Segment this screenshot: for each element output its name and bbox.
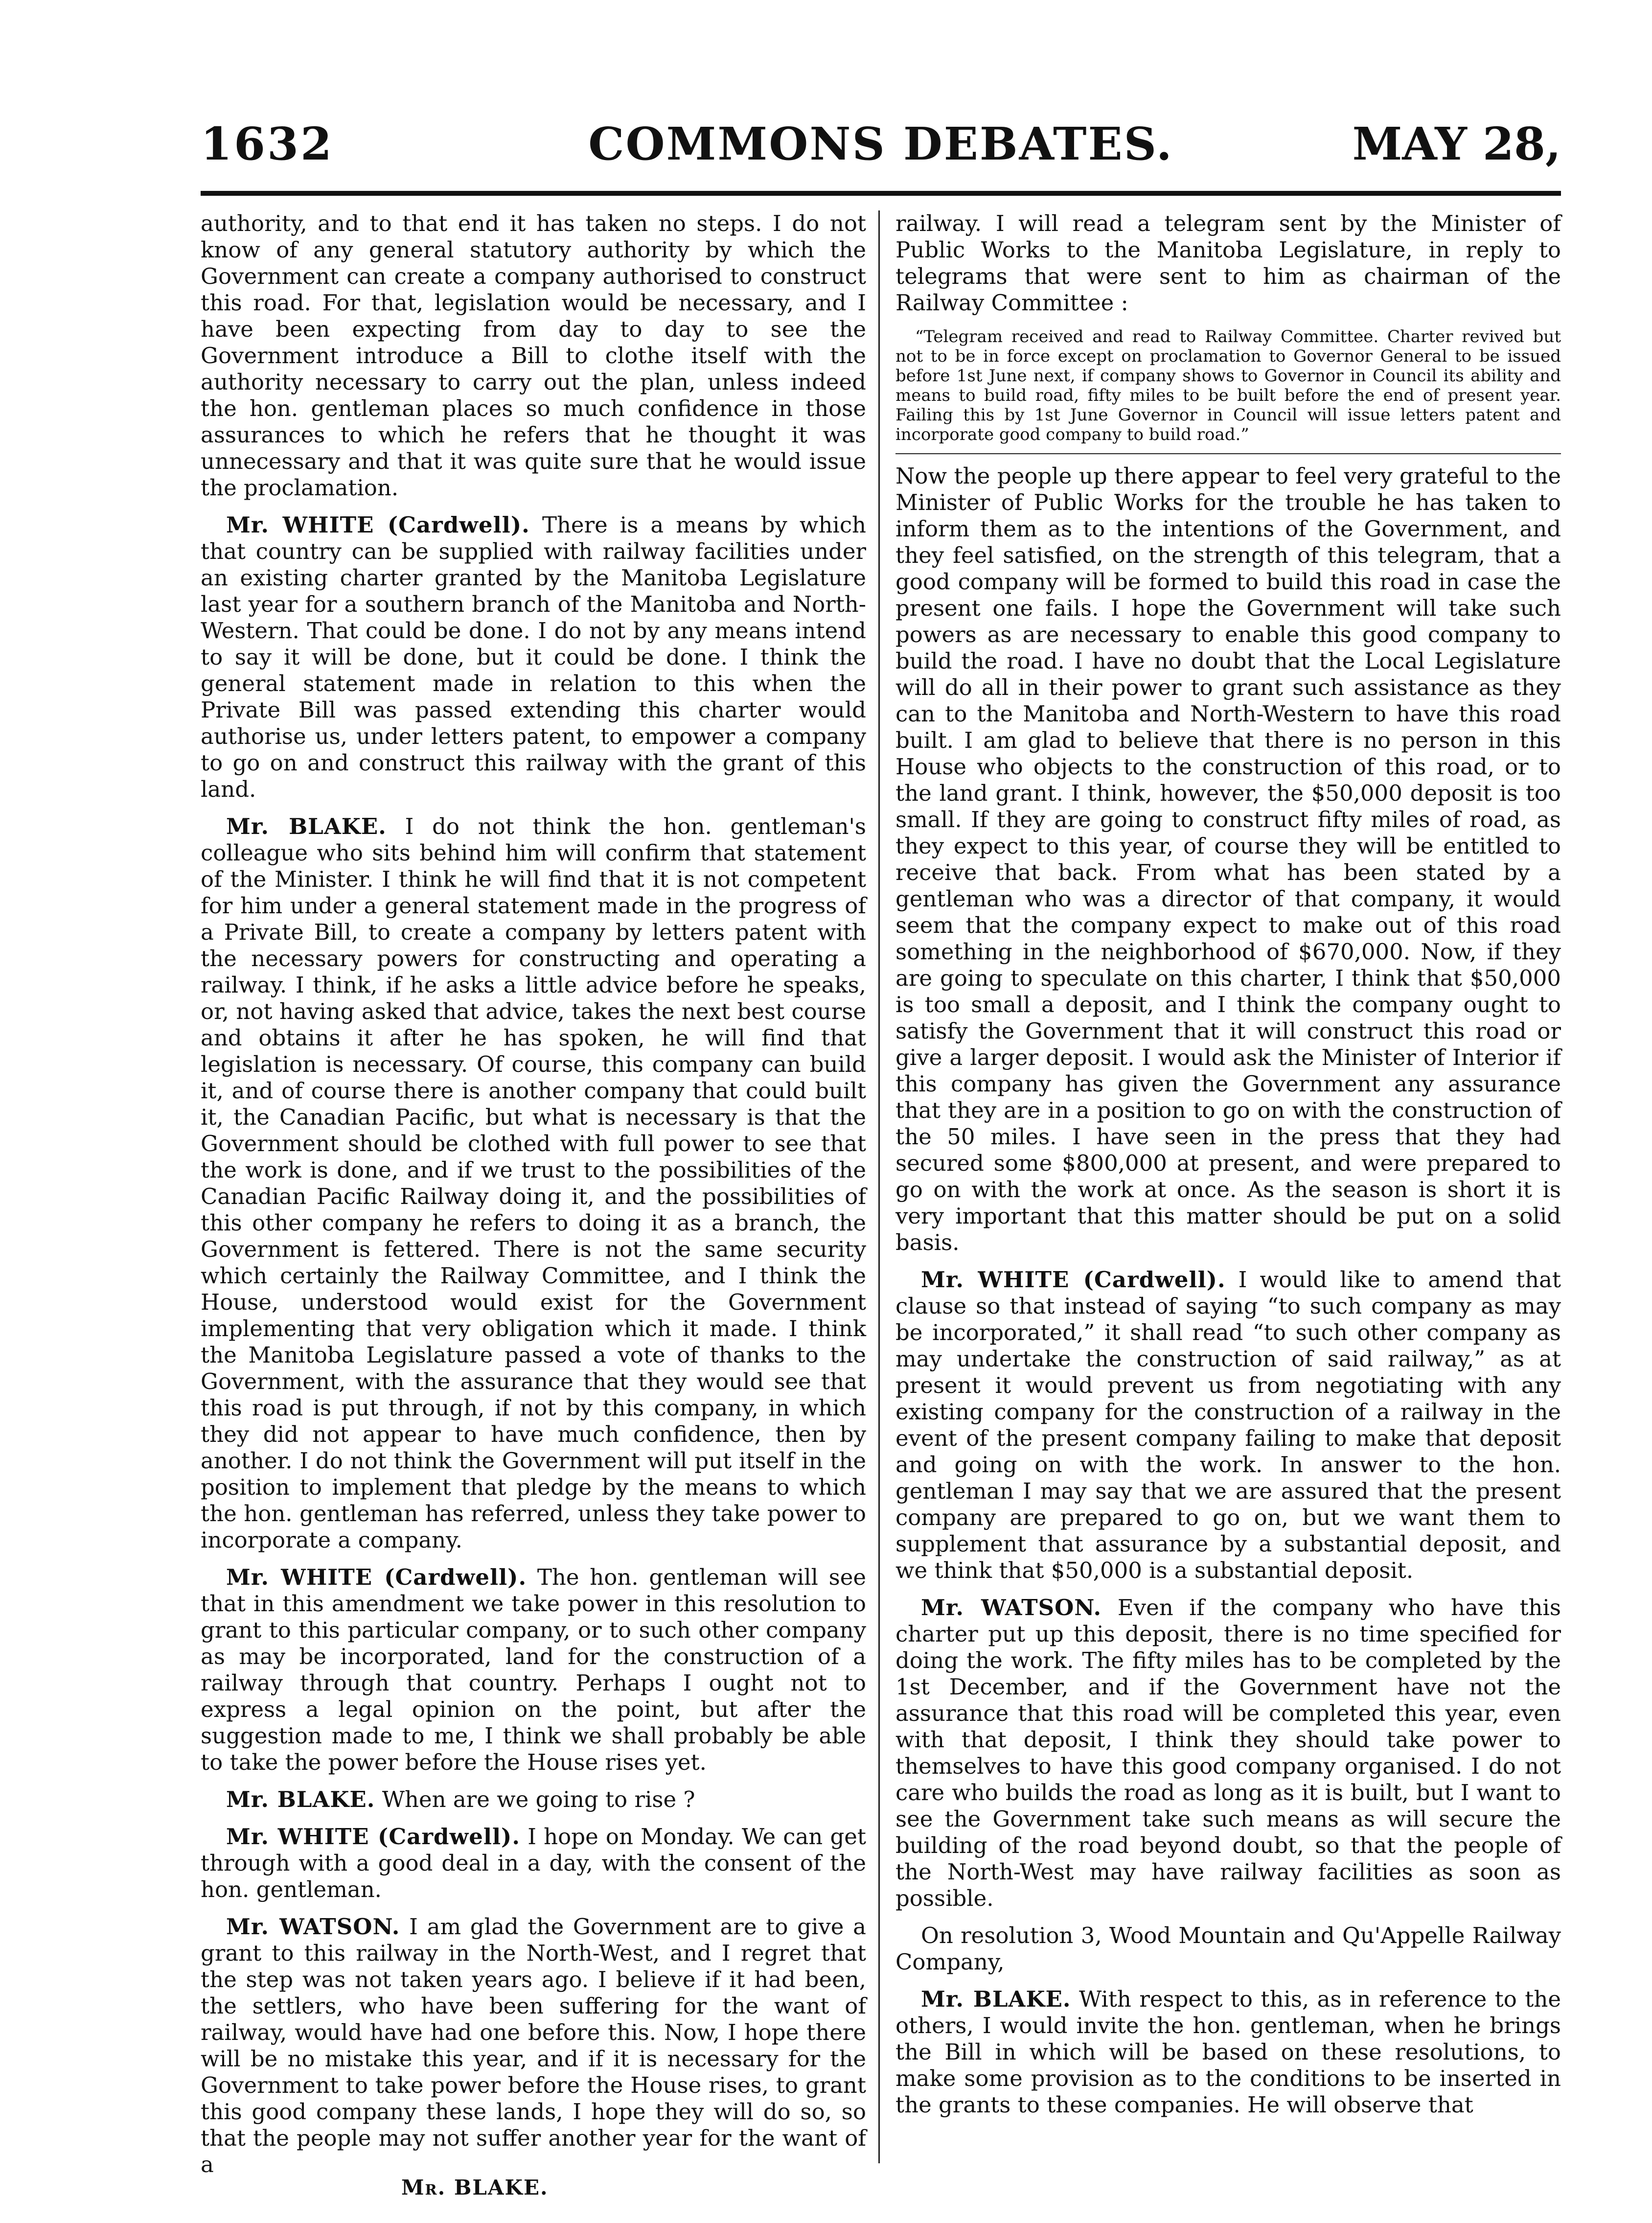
page-date: MAY 28, [1352,117,1561,170]
header-rule [201,191,1561,196]
speaker-name: Mr. WHITE (Cardwell). [226,512,530,538]
paragraph-text: Even if the company who have this charter put up this deposit, there is no time specified for doing the work. The fifty miles has to be completed by the 1st December, and if the Government have not the assurance that this road will be completed this year, even with that deposit, I think they should take power to themselves to have this good company organised. I do not care who builds the road as long as it is built, but I want to see the Government take such means as will secure the building of the road beyond doubt, so that the people of the North-West may have railway facilities as soon as possible. [895,1595,1561,1911]
paragraph [201,1914,866,2178]
paragraph [895,1922,1561,1975]
catchword: Mr. BLAKE. [401,2176,549,2200]
paragraph [201,1564,866,1776]
speaker-name: Mr. BLAKE. [226,813,387,839]
paragraph-text: When are we going to rise ? [382,1786,695,1812]
speaker-name: Mr. BLAKE. [921,1986,1071,2012]
paragraph [201,813,866,1553]
paragraph-text: The hon. gentleman will see that in this amendment we take power in this resolution to grant to this particular company, or to such other company as may be incorporated, land for the construction of a railway through that country. Perhaps I ought not to express a legal opinion on the point, but after the suggestion made to me, I think we shall probably be able to take the power before the House rises yet. [201,1564,867,1775]
paragraph-text: I do not think the hon. gentleman's colleague who sits behind him will confirm that statement of the Minister. I think he will find that it is not competent for him under a general statement made in the progress of a Private Bill, to create a company by letters patent with the necessary powers for constructing and operating a railway. I think, if he asks a little advice before he speaks, or, not having asked that advice, takes the next best course and obtains it after he has spoken, he will find that legislation is necessary. Of course, this company can build it, and of course there is another company that could built it, the Canadian Pacific, but what is necessary is that the Government should be clothed with full power to see that the work is done, and if we trust to the possibilities of the Canadian Pacific Railway doing it, and the possibilities of this other company he refers to doing it as a branch, the Government is fettered. There is not the same security which certainly the Railway Committee, and I think the House, understood would exist for the Government implementing that very obligation which it made. I think the Manitoba Legislature passed a vote of thanks to the Government, with the assurance that they would see that this road is put through, if not by this company, in which they did not appear to have much confidence, then by another. I do not think the Government will put itself in the position to implement that pledge by the means to which the hon. gentleman has referred, unless they take power to incorporate a company. [201,813,866,1553]
left-column [201,210,867,2177]
speaker-name: Mr. WHITE (Cardwell). [921,1267,1226,1293]
paragraph [201,1786,866,1813]
speaker-name: Mr. WHITE (Cardwell). [226,1564,527,1590]
paragraph [895,1267,1561,1584]
speaker-name: Mr. WHITE (Cardwell). [226,1824,521,1850]
quote-rule [895,453,1561,454]
paragraph-text: I would like to amend that clause so that instead of saying “to such company as may be incorporated,” it shall read “to such other company as may undertake the construction of said railway,” as at present it would prevent us from negotiating with any existing company for the construction of a railway in the event of the present company failing to make that deposit and going on with the work. In answer to the hon. gentleman I may say that we are assured that the present company are prepared to go on, but we want them to supplement that assurance by a substantial deposit, and we think that $50,000 is a substantial deposit. [895,1267,1561,1583]
paragraph [895,210,1561,316]
paragraph-text: With respect to this, as in reference to the others, I would invite the hon. gentleman, when he brings the Bill in which will be based on these resolutions, to make some provision as to the conditions to be inserted in the grants to these companies. He will observe that [895,1986,1561,2118]
paragraph-text: On resolution 3, Wood Mountain and Qu'Appelle Railway Company, [895,1922,1561,1975]
paragraph-text: There is a means by which that country can be supplied with railway facilities under an existing charter granted by the Manitoba Legislature last year for a southern branch of the Manitoba and North-Western. That could be done. I do not by any means intend to say it will be done, but it could be done. I think the general statement made in relation to this when the Private Bill was passed extending this charter would authorise us, under letters patent, to empower a company to go on and construct this railway with the grant of this land. [201,512,867,802]
paragraph [201,210,866,501]
paragraph [895,463,1561,1256]
paragraph [895,1986,1561,2118]
telegram-quote: “Telegram received and read to Railway Committee. Charter revived but not to be in force except on proclamation to Governor General to be issued before 1st June next, if company shows to Governor in Council its ability and means to build road, fifty miles to be built before the end of present year. Failing this by 1st June Governor in Council will issue letters patent and incorporate good company to build road.” [895,327,1561,444]
paragraph [201,1824,866,1903]
column-divider [878,210,880,2163]
page-number: 1632 [201,117,334,170]
speaker-name: Mr. WATSON. [921,1595,1102,1621]
right-column [895,210,1561,2163]
paragraph-text: I hope on Monday. We can get through with a good deal in a day, with the consent of the hon. gentleman. [201,1824,867,1902]
paragraph-text: railway. I will read a telegram sent by the Minister of Public Works to the Manitoba Legislature, in reply to telegrams that were sent to him as chairman of the Railway Committee : [895,210,1561,316]
paragraph-text: I am glad the Government are to give a grant to this railway in the North-West, and I regret that the step was not taken years ago. I believe if it had been, the settlers, who have been suffering for the want of railway, would have had one before this. Now, I hope there will be no mistake this year, and if it is necessary for the Government to take power before the House rises, to grant this good company these lands, I hope they will do so, so that the people may not suffer another year for the want of a [201,1914,866,2177]
paragraph [895,1595,1561,1912]
paragraph-text: authority, and to that end it has taken no steps. I do not know of any general statutory authority by which the Government can create a company authorised to construct this road. For that, legislation would be necessary, and I have been expecting from day to day to see the Government introduce a Bill to clothe itself with the authority necessary to carry out the plan, unless indeed the hon. gentleman places so much confidence in those assurances to which he refers that he thought it was unnecessary and that it was quite sure that he would issue the proclamation. [201,210,866,501]
paragraph-text: Now the people up there appear to feel very grateful to the Minister of Public Works for the trouble he has taken to inform them as to the intentions of the Government, and they feel satisfied, on the strength of this telegram, that a good company will be formed to build this road in case the present one fails. I hope the Government will take such powers as are necessary to enable this good company to build the road. I have no doubt that the Local Legislature will do all in their power to grant such assistance as they can to the Manitoba and North-Western to have this road built. I am glad to believe that there is no person in this House who objects to the construction of this road, or to the land grant. I think, however, the $50,000 deposit is too small. If they are going to construct fifty miles of road, as they expect to this year, of course they will be entitled to receive that back. From what has been stated by a gentleman who was a director of that company, it would seem that the company expect to make out of this road something in the neighborhood of $670,000. Now, if they are going to speculate on this charter, I think that $50,000 is too small a deposit, and I think the company ought to satisfy the Government that it will construct this road or give a larger deposit. I would ask the Minister of Interior if this company has given the Government any assurance that they are in a position to go on with the construction of the 50 miles. I have seen in the press that they had secured some $800,000 at present, and were prepared to go on with the work at once. As the season is short it is very important that this matter should be put on a solid basis. [895,463,1561,1255]
speaker-name: Mr. WATSON. [226,1914,400,1940]
speaker-name: Mr. BLAKE. [226,1786,375,1812]
page-header [201,117,1561,176]
running-title: COMMONS DEBATES. [588,117,1173,170]
paragraph [201,512,866,803]
